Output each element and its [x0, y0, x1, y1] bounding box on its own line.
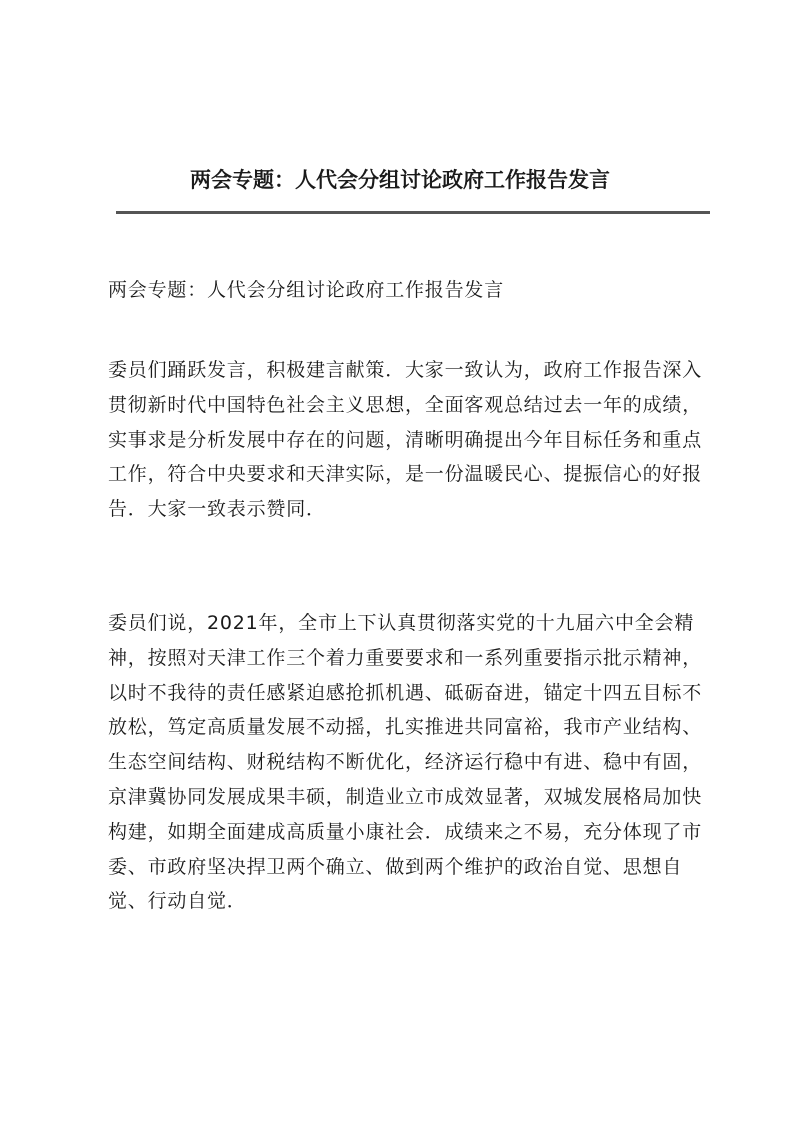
title-divider — [116, 211, 710, 214]
document-title: 两会专题：人代会分组讨论政府工作报告发言 — [190, 167, 610, 192]
paragraph-2: 委员们说，2021年，全市上下认真贯彻落实党的十九届六中全会精神，按照对天津工作三个着力重要要求和一系列重要指示批示精神，以时不我待的责任感紧迫感抢抓机遇、砥砺奋进，锚定十四五目标不放松，笃定高质量发展不动摇，扎实推进共同富裕，我市产业结构、生态空间结构、财税结构不断优化，经济运行稳中有进、稳中有固，京津冀协同发展成果丰硕，制造业立市成效显著，双城发展格局加快构建，如期全面建成高质量小康社会．成绩来之不易，充分体现了市委、市政府坚决捍卫两个确立、做到两个维护的政治自觉、思想自觉、行动自觉． — [108, 612, 703, 913]
paragraph-1: 委员们踊跃发言，积极建言献策．大家一致认为，政府工作报告深入贯彻新时代中国特色社会主义思想，全面客观总结过去一年的成绩，实事求是分析发展中存在的问题，清晰明确提出今年目标任务和重点工作，符合中央要求和天津实际，是一份温暖民心、提振信心的好报告．大家一致表示赞同． — [108, 359, 703, 521]
document-subtitle: 两会专题：人代会分组讨论政府工作报告发言 — [108, 279, 505, 301]
